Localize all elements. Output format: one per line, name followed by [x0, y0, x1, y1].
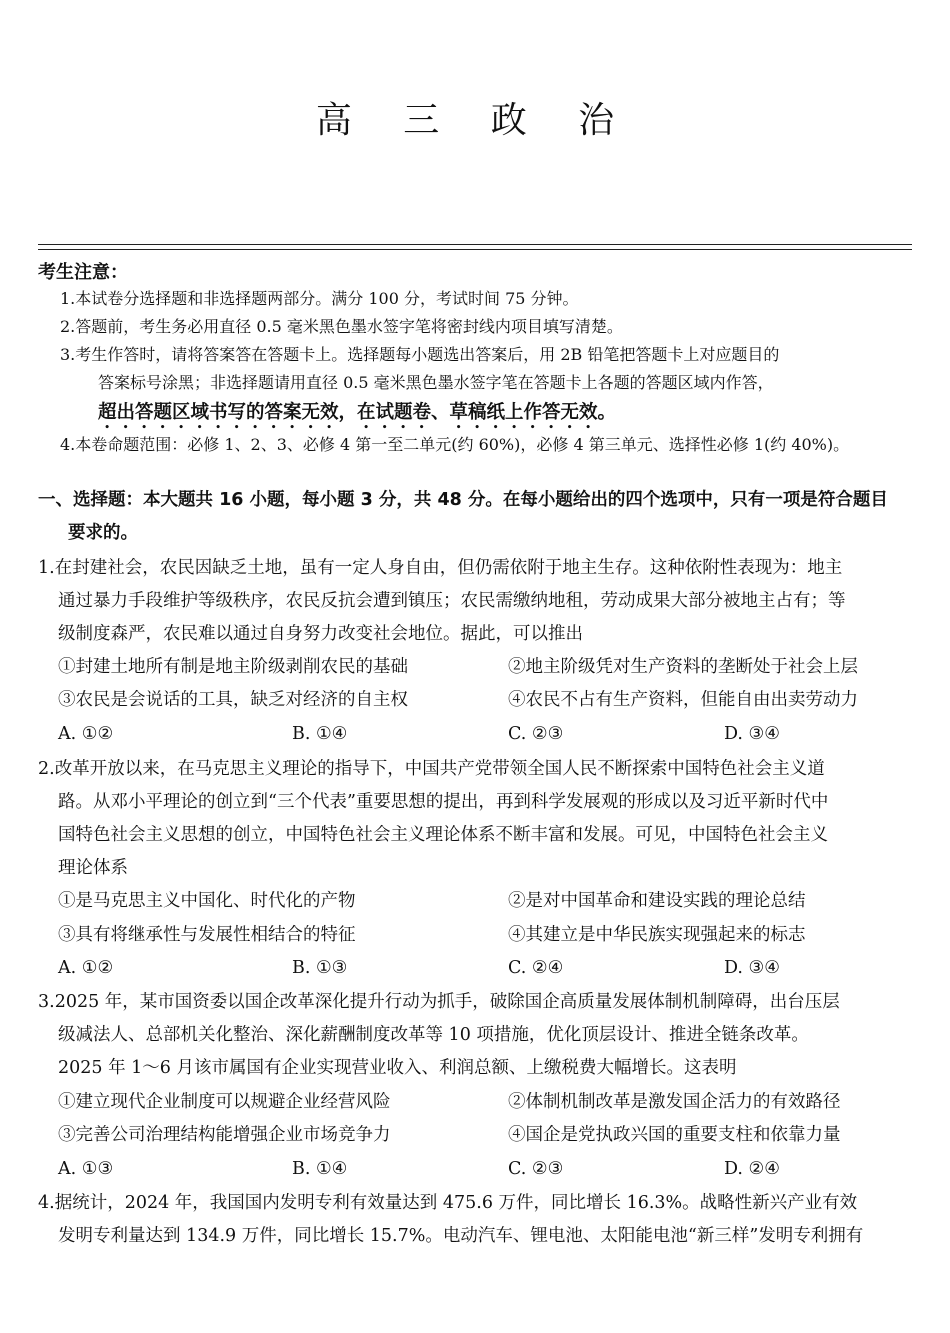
question-3-choice-d: D. ②④	[724, 1159, 780, 1179]
question-line: 路。从邓小平理论的创立到“三个代表”重要思想的提出，再到科学发展观的形成以及习近平新时代中	[58, 792, 829, 812]
notice-item-2: 2.答题前，考生务必用直径 0.5 毫米黑色墨水签字笔将密封线内项目填写清楚。	[60, 317, 623, 336]
notice-heading: 考生注意：	[38, 262, 128, 283]
question-4-stem	[38, 1187, 918, 1253]
question-line: 3.2025 年，某市国资委以国企改革深化提升行动为抓手，破除国企高质量发展体制机制障碍，出台压层	[38, 992, 840, 1012]
question-1-option-2: ②地主阶级凭对生产资料的垄断处于社会上层	[508, 657, 858, 677]
header-rule	[38, 244, 912, 245]
question-3-choice-a: A. ①③	[58, 1159, 114, 1179]
question-3-option-4: ④国企是党执政兴国的重要支柱和依靠力量	[508, 1125, 841, 1145]
notice-item-1: 1.本试卷分选择题和非选择题两部分。满分 100 分，考试时间 75 分钟。	[60, 289, 579, 308]
question-2-choice-c: C. ②④	[508, 958, 564, 978]
question-2-option-1: ①是马克思主义中国化、时代化的产物	[58, 891, 356, 911]
question-line: 通过暴力手段维护等级秩序，农民反抗会遭到镇压；农民需缴纳地租，劳动成果大部分被地主占有；等	[58, 591, 846, 611]
question-line: 1.在封建社会，农民因缺乏土地，虽有一定人身自由，但仍需依附于地主生存。这种依附性表现为：地主	[38, 558, 843, 578]
question-1-option-4: ④农民不占有生产资料，但能自由出卖劳动力	[508, 690, 858, 710]
question-line: 理论体系	[58, 858, 128, 878]
question-1-choice-c: C. ②③	[508, 724, 564, 744]
section-heading-line1: 一、选择题：本大题共 16 小题，每小题 3 分，共 48 分。在每小题给出的四个选项中，只有一项是符合题目	[38, 490, 888, 510]
question-1-stem	[38, 552, 918, 651]
question-line: 级减法人、总部机关化整治、深化薪酬制度改革等 10 项措施，优化顶层设计、推进全链条改革。	[58, 1025, 809, 1045]
notice-item-3-emphasis: 超出答题区域书写的答案无效，在试题卷、草稿纸上作答无效。	[98, 402, 617, 423]
notice-item-3-line2: 答案标号涂黑；非选择题请用直径 0.5 毫米黑色墨水签字笔在答题卡上各题的答题区域内作答，	[98, 373, 774, 392]
question-1-option-1: ①封建土地所有制是地主阶级剥削农民的基础	[58, 657, 408, 677]
notice-item-4: 4.本卷命题范围：必修 1、2、3、必修 4 第一至二单元(约 60%)，必修 4 第三单元、选择性必修 1(约 40%)。	[60, 435, 850, 454]
question-3-option-1: ①建立现代企业制度可以规避企业经营风险	[58, 1092, 391, 1112]
question-2-choice-a: A. ①②	[58, 958, 114, 978]
question-1-choice-a: A. ①②	[58, 724, 114, 744]
question-2-option-3: ③具有将继承性与发展性相结合的特征	[58, 925, 356, 945]
question-line: 级制度森严，农民难以通过自身努力改变社会地位。据此，可以推出	[58, 624, 583, 644]
section-heading	[38, 484, 918, 550]
notice-item-3	[60, 341, 920, 433]
question-3-choice-c: C. ②③	[508, 1159, 564, 1179]
question-line: 发明专利量达到 134.9 万件，同比增长 15.7%。电动汽车、锂电池、太阳能电池“新三样”发明专利拥有	[58, 1226, 864, 1246]
page-title: 高 三 政 治	[315, 100, 635, 141]
question-3-option-2: ②体制机制改革是激发国企活力的有效路径	[508, 1092, 841, 1112]
question-1-choice-b: B. ①④	[292, 724, 348, 744]
question-3-stem	[38, 986, 918, 1085]
question-2-option-4: ④其建立是中华民族实现强起来的标志	[508, 925, 806, 945]
question-line: 2.改革开放以来，在马克思主义理论的指导下，中国共产党带领全国人民不断探索中国特色社会主义道	[38, 759, 825, 779]
question-2-choice-d: D. ③④	[724, 958, 780, 978]
question-line: 4.据统计，2024 年，我国国内发明专利有效量达到 475.6 万件，同比增长 16.3%。战略性新兴产业有效	[38, 1193, 858, 1213]
header-rule-thin	[38, 249, 912, 250]
notice-item-3-line1: 3.考生作答时，请将答案答在答题卡上。选择题每小题选出答案后，用 2B 铅笔把答题卡上对应题目的	[60, 345, 780, 364]
section-heading-line2: 要求的。	[68, 523, 138, 543]
question-line: 2025 年 1～6 月该市属国有企业实现营业收入、利润总额、上缴税费大幅增长。这表明	[58, 1058, 737, 1078]
question-2-choice-b: B. ①③	[292, 958, 348, 978]
question-3-choice-b: B. ①④	[292, 1159, 348, 1179]
question-2-option-2: ②是对中国革命和建设实践的理论总结	[508, 891, 806, 911]
question-3-option-3: ③完善公司治理结构能增强企业市场竞争力	[58, 1125, 391, 1145]
question-1-choice-d: D. ③④	[724, 724, 780, 744]
question-1-option-3: ③农民是会说话的工具，缺乏对经济的自主权	[58, 690, 408, 710]
question-2-stem	[38, 753, 918, 885]
question-line: 国特色社会主义思想的创立，中国特色社会主义理论体系不断丰富和发展。可见，中国特色社会主义	[58, 825, 828, 845]
